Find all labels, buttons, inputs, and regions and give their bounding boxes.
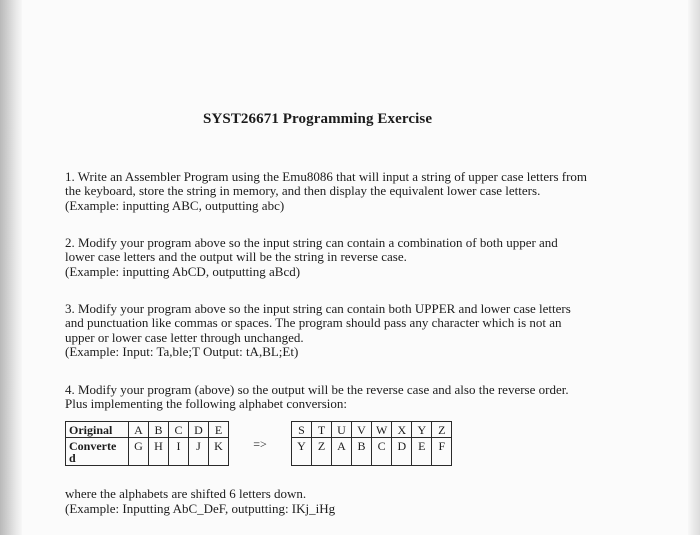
question-2-line: 2. Modify your program above so the input string can contain a combination of both upper and (65, 235, 558, 250)
table-cell: E (412, 438, 432, 466)
page-edge-shadow-right (688, 0, 700, 535)
table-cell: I (169, 438, 189, 466)
footer-line: (Example: Inputting AbC_DeF, outputting: IKj_iHg (65, 501, 336, 516)
table-cell: T (312, 422, 332, 438)
table-cell: A (129, 422, 149, 438)
table-cell: A (332, 438, 352, 466)
document-page (65, 0, 625, 535)
question-2 (65, 236, 615, 279)
table-cell: Y (292, 438, 312, 466)
question-4-line: Plus implementing the following alphabet conversion: (65, 396, 347, 412)
question-4-line: 4. Modify your program (above) so the output will be the reverse case and also the reverse order. (65, 382, 569, 397)
table-cell: S (292, 422, 312, 438)
converted-row-header (66, 438, 129, 466)
question-1-line: the keyboard, store the string in memory, and then display the equivalent lower case letters. (65, 183, 541, 199)
footer-note (65, 486, 335, 516)
converted-header-line: Converte (69, 439, 117, 453)
question-2-line: lower case letters and the output will be the string in reverse case. (65, 249, 407, 265)
table-cell: J (189, 438, 209, 466)
table-cell: V (352, 422, 372, 438)
table-cell: W (372, 422, 392, 438)
table-cell: K (209, 438, 229, 466)
table-cell: E (209, 422, 229, 438)
table-cell: H (149, 438, 169, 466)
page-edge-shadow-left (0, 0, 22, 535)
table-cell: Z (432, 422, 452, 438)
table-cell: D (392, 438, 412, 466)
question-3-line: upper or lower case letter through unchanged. (65, 329, 304, 345)
question-1-line: (Example: inputting ABC, outputting abc) (65, 197, 285, 213)
question-4 (65, 383, 615, 412)
table-cell: G (129, 438, 149, 466)
table-cell: C (169, 422, 189, 438)
original-row-header: Original (66, 422, 129, 438)
question-2-line: (Example: inputting AbCD, outputting aBcd) (65, 263, 301, 279)
question-1-line: 1. Write an Assembler Program using the Emu8086 that will input a string of upper case letters from (65, 169, 588, 184)
question-3-line: 3. Modify your program above so the input string can contain both UPPER and lower case letters (65, 301, 571, 316)
alphabet-conversion-table (65, 421, 452, 466)
question-3-line: and punctuation like commas or spaces. The program should pass any character which is not an (65, 315, 562, 331)
document-title: SYST26671 Programming Exercise (203, 111, 433, 127)
table-cell: F (432, 438, 452, 466)
table-cell: Y (412, 422, 432, 438)
table-cell: C (372, 438, 392, 466)
converted-header-line: d (69, 451, 76, 465)
question-3 (65, 302, 615, 360)
table-cell: B (352, 438, 372, 466)
table-cell: U (332, 422, 352, 438)
table-cell: B (149, 422, 169, 438)
footer-line: where the alphabets are shifted 6 letters down. (65, 486, 307, 501)
table-cell: X (392, 422, 412, 438)
table-row-original (66, 422, 452, 438)
question-3-line: (Example: Input: Ta,ble;T Output: tA,BL;Et) (65, 344, 299, 360)
question-1 (65, 170, 615, 213)
table-cell: D (189, 422, 209, 438)
table-cell: Z (312, 438, 332, 466)
conversion-arrow: => (229, 422, 292, 466)
